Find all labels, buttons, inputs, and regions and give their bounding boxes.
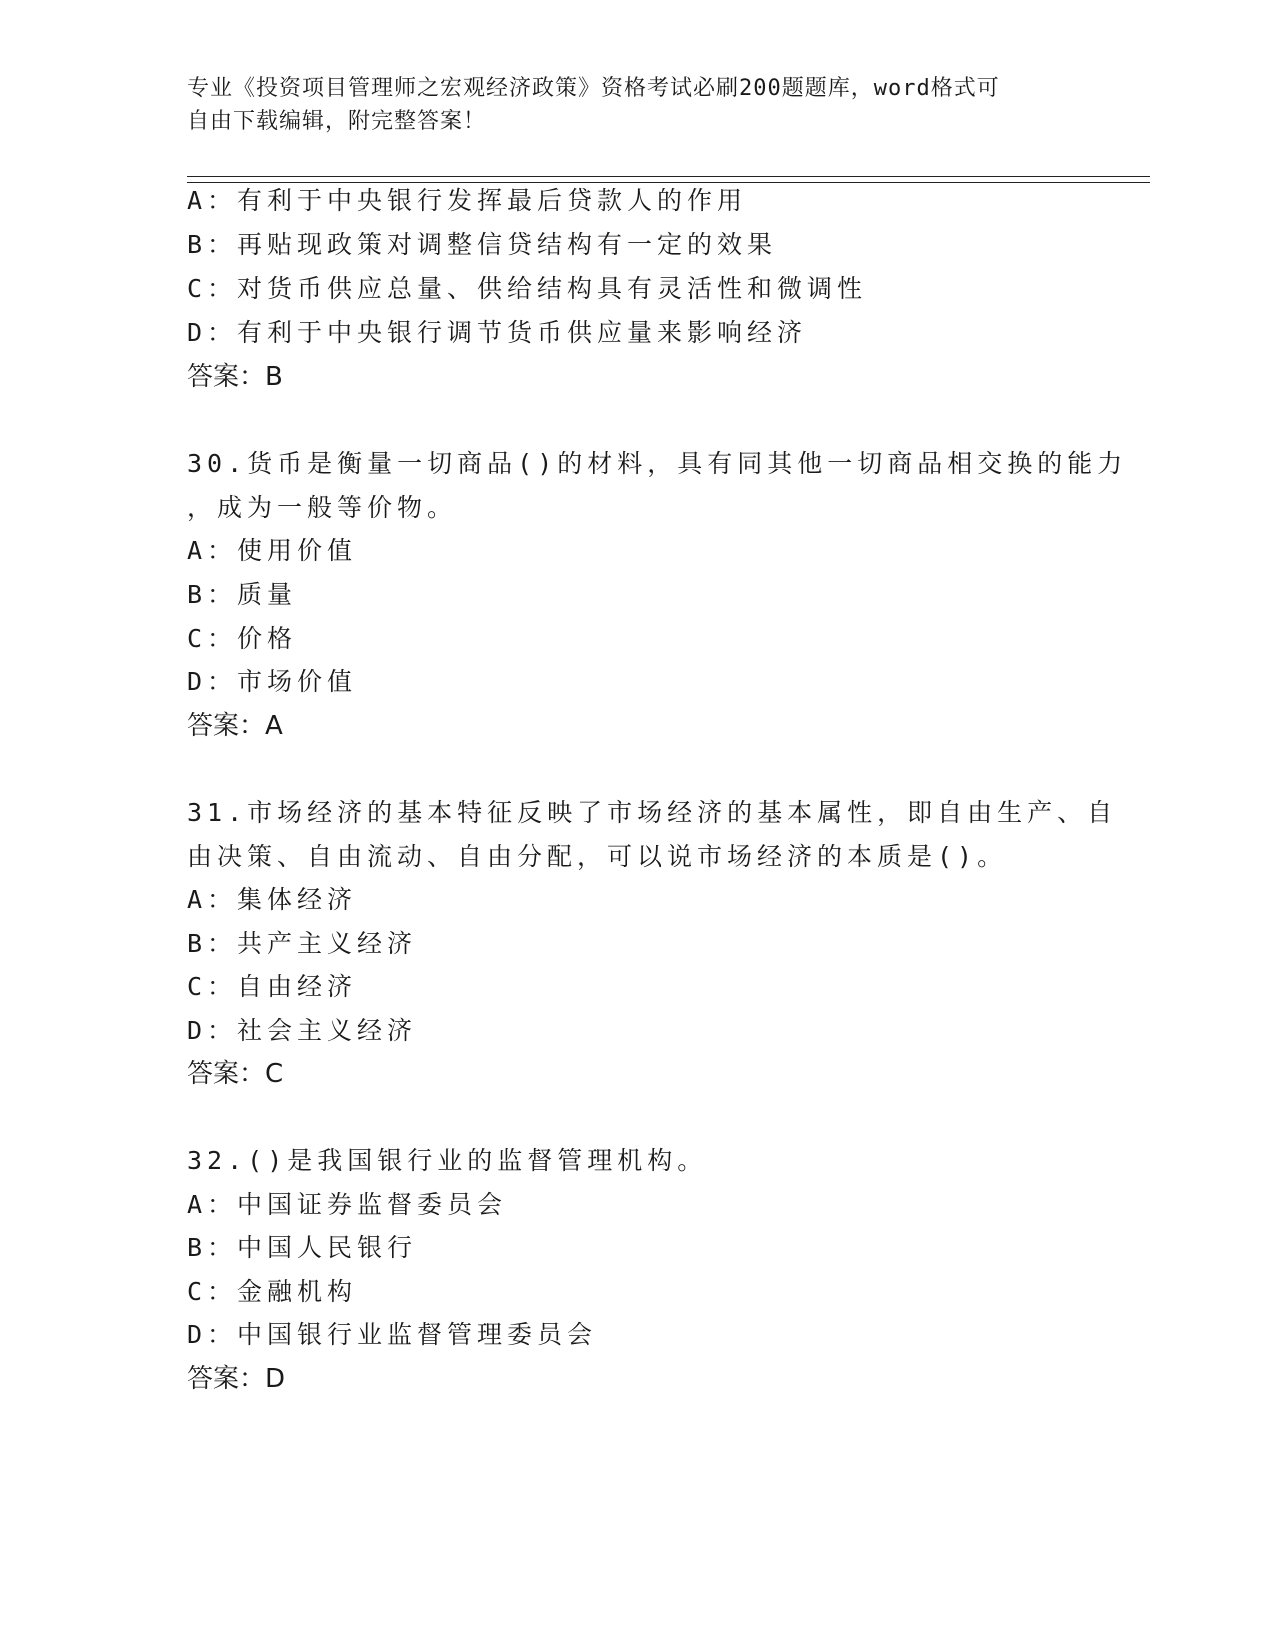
- q31-option-a: A：集体经济: [187, 885, 358, 914]
- header-divider: [187, 176, 1150, 183]
- q32-option-c: C：金融机构: [187, 1277, 358, 1306]
- document-header: [187, 72, 1067, 138]
- q32-option-a: A：中国证券监督委员会: [187, 1190, 508, 1219]
- q30-option-b: B：质量: [187, 580, 298, 609]
- q30-option-d: D：市场价值: [187, 667, 358, 696]
- q31-stem-line-1: 31.市场经济的基本特征反映了市场经济的基本属性，即自由生产、自: [187, 798, 1118, 827]
- q29-option-d: D：有利于中央银行调节货币供应量来影响经济: [187, 318, 808, 347]
- q32-answer: 答案：D: [187, 1364, 286, 1394]
- q29-answer: 答案：B: [187, 362, 283, 392]
- q32-stem-line-1: 32.()是我国银行业的监督管理机构。: [187, 1146, 708, 1175]
- q30-answer: 答案：A: [187, 711, 283, 741]
- header-line-2: 自由下载编辑，附完整答案！: [187, 109, 487, 134]
- q31-option-b: B：共产主义经济: [187, 929, 418, 958]
- q31-stem-line-2: 由决策、自由流动、自由分配，可以说市场经济的本质是()。: [187, 842, 1008, 871]
- q32-option-d: D：中国银行业监督管理委员会: [187, 1320, 598, 1349]
- q29-option-c: C：对货币供应总量、供给结构具有灵活性和微调性: [187, 274, 868, 303]
- q31-answer: 答案：C: [187, 1059, 284, 1089]
- q30-stem-line-1: 30.货币是衡量一切商品()的材料，具有同其他一切商品相交换的能力: [187, 449, 1128, 478]
- q29-option-b: B：再贴现政策对调整信贷结构有一定的效果: [187, 230, 778, 259]
- q32-option-b: B：中国人民银行: [187, 1233, 418, 1262]
- q30-option-c: C：价格: [187, 624, 298, 653]
- header-line-1: 专业《投资项目管理师之宏观经济政策》资格考试必刷200题题库，word格式可: [187, 76, 1000, 101]
- q31-option-d: D：社会主义经济: [187, 1016, 418, 1045]
- q29-option-a: A：有利于中央银行发挥最后贷款人的作用: [187, 186, 748, 215]
- q31-option-c: C：自由经济: [187, 972, 358, 1001]
- q30-stem-line-2: ，成为一般等价物。: [187, 493, 458, 522]
- q30-option-a: A：使用价值: [187, 536, 358, 565]
